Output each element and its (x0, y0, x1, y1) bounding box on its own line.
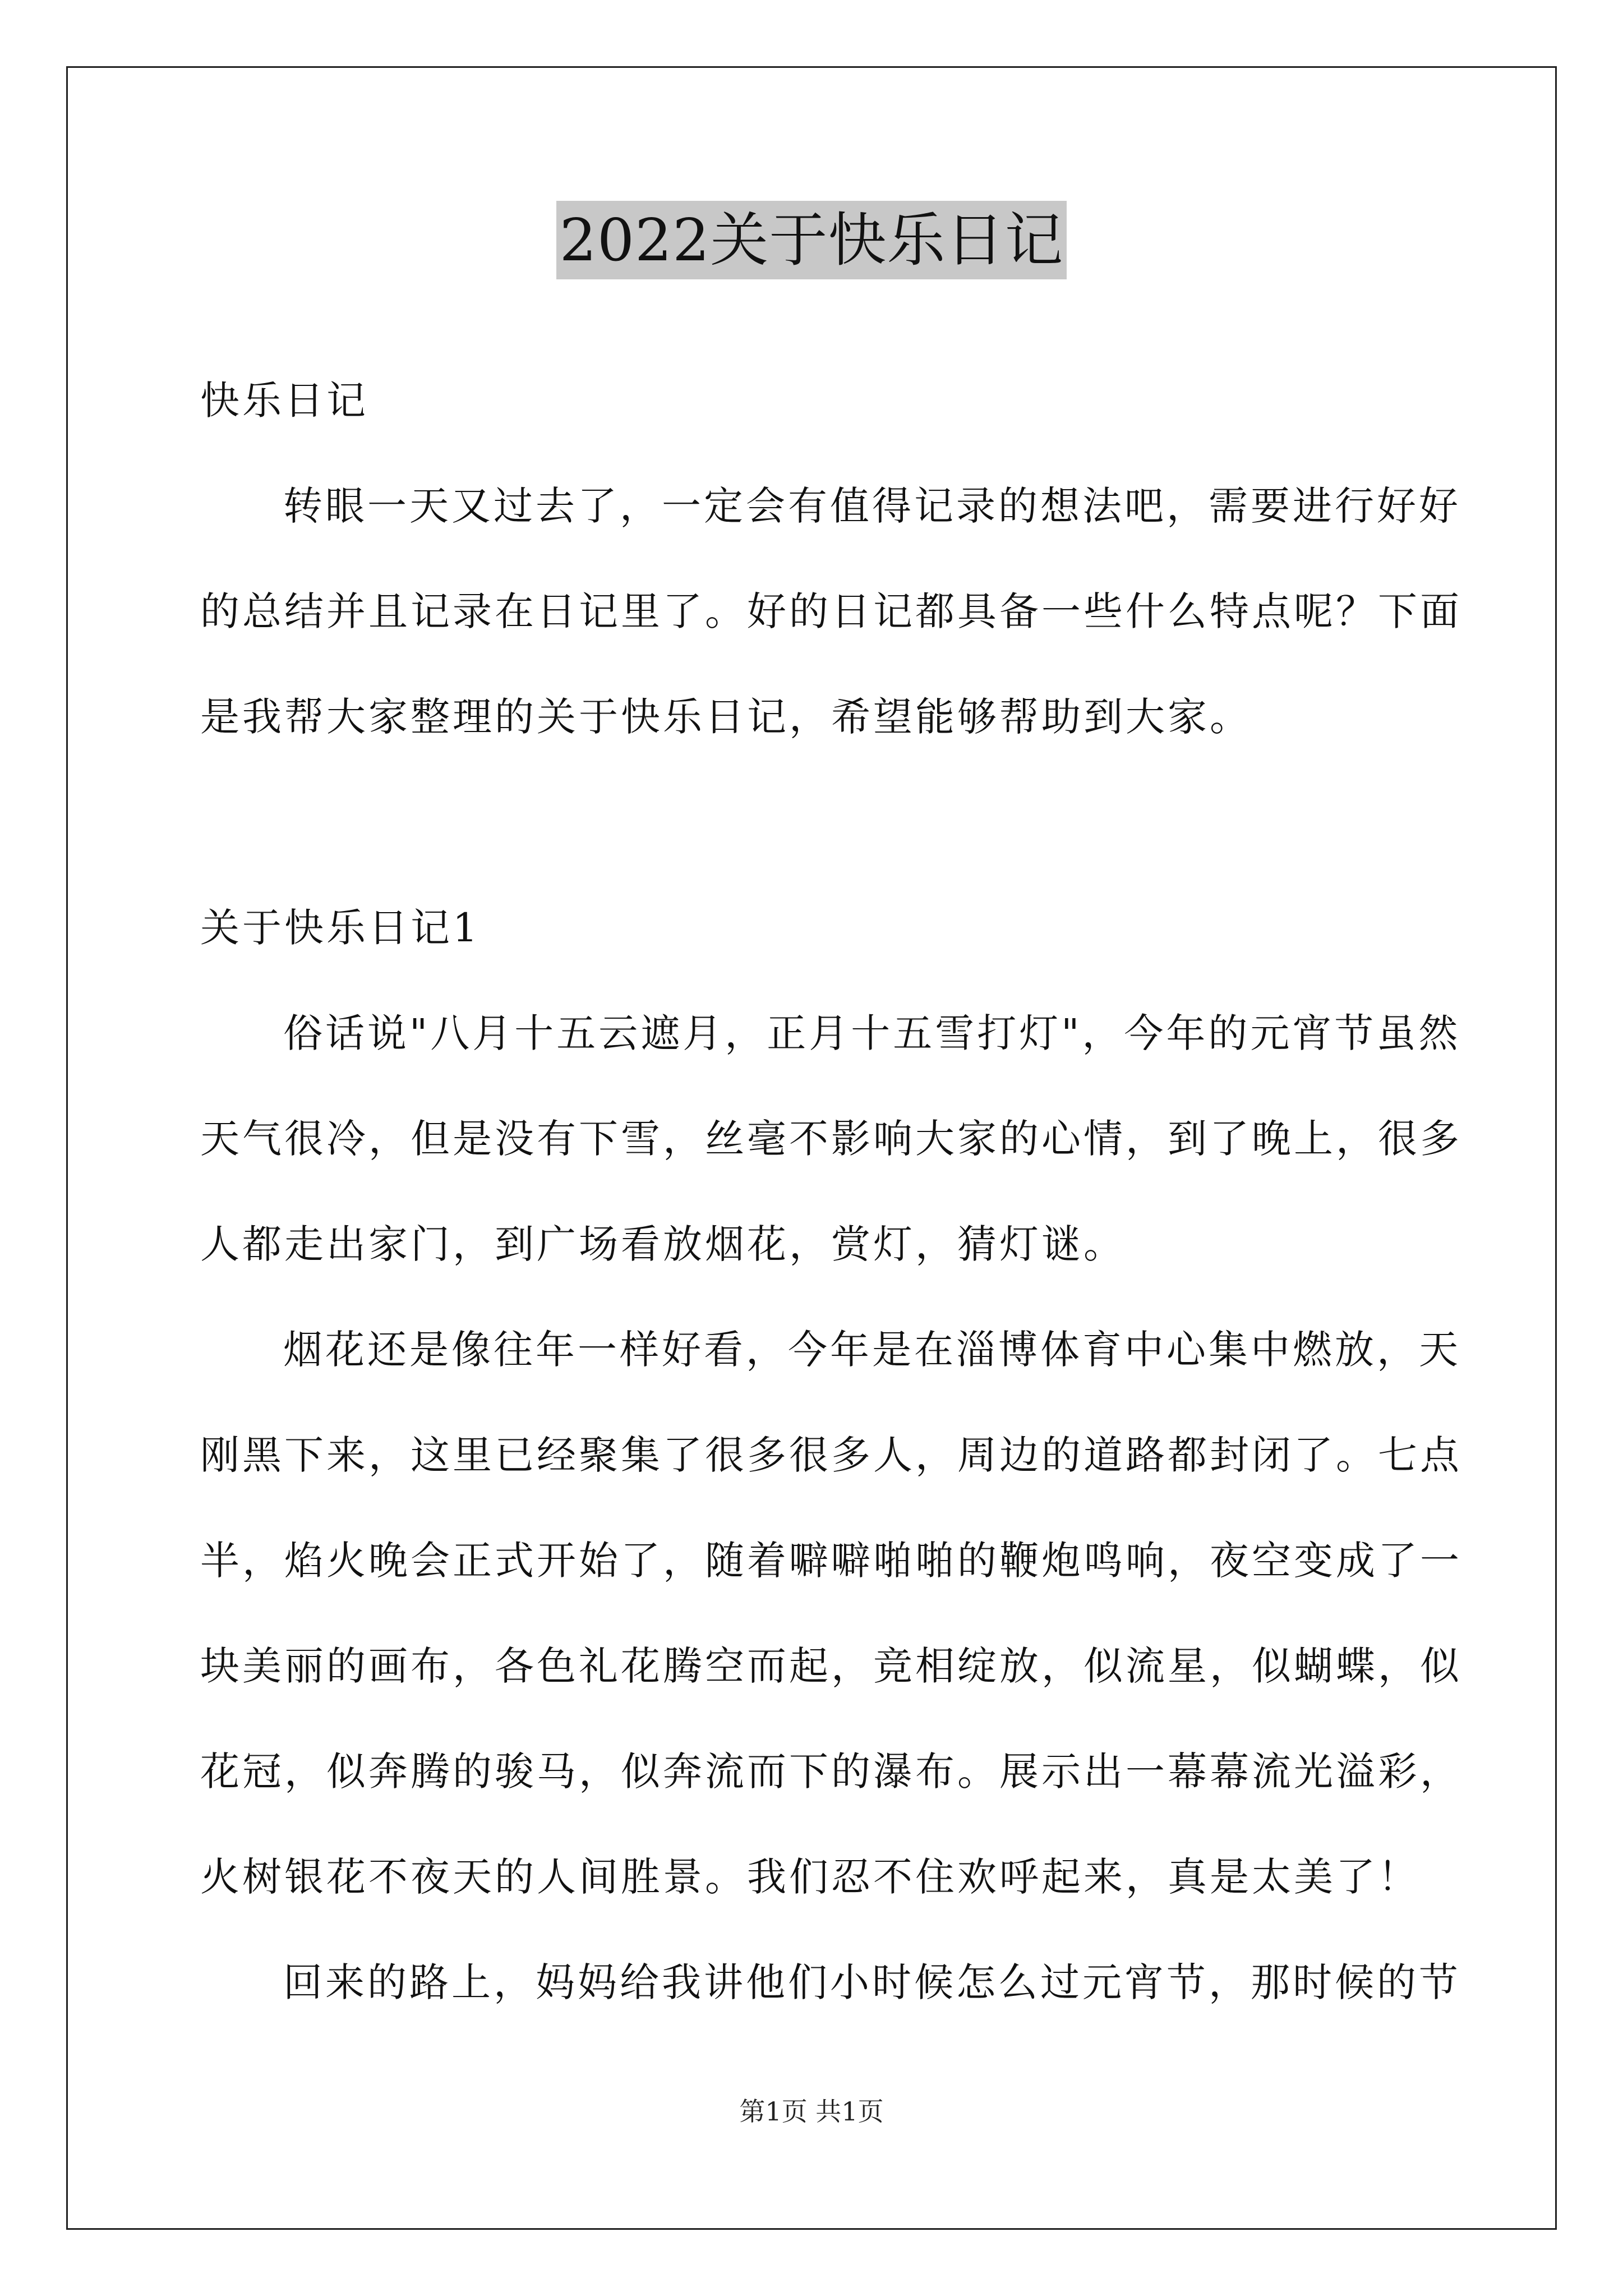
text-line: 是我帮大家整理的关于快乐日记，希望能够帮助到大家。 (200, 694, 1252, 740)
page-footer: 第1页 共1页 (739, 2096, 884, 2127)
text-line: 回来的路上，妈妈给我讲他们小时候怎么过元宵节，那时候的节 (283, 1959, 1461, 2005)
text-line: 火树银花不夜天的人间胜景。我们忍不住欢呼起来，真是太美了！ (200, 1854, 1420, 1900)
text-line: 花冠，似奔腾的骏马，似奔流而下的瀑布。展示出一幕幕流光溢彩， (200, 1749, 1462, 1795)
title-wrap (0, 201, 1623, 279)
paragraph-2 (200, 1297, 1462, 1930)
text-line: 刚黑下来，这里已经聚集了很多很多人，周边的道路都封闭了。七点 (200, 1432, 1462, 1478)
section-heading (200, 875, 1423, 981)
text-line: 人都走出家门，到广场看放烟花，赏灯，猜灯谜。 (200, 1221, 1126, 1267)
paragraph-1 (200, 981, 1462, 1297)
blank-line (200, 770, 1423, 875)
text-line: 烟花还是像往年一样好看，今年是在淄博体育中心集中燃放，天 (283, 1327, 1461, 1373)
subtitle (200, 348, 1423, 453)
text-line: 半，焰火晚会正式开始了，随着噼噼啪啪的鞭炮鸣响，夜空变成了一 (200, 1538, 1462, 1584)
text-line: 俗话说"八月十五云遮月，正月十五雪打灯"，今年的元宵节虽然 (283, 1010, 1461, 1056)
text-line: 块美丽的画布，各色礼花腾空而起，竞相绽放，似流星，似蝴蝶，似 (200, 1643, 1462, 1689)
paragraph-3 (200, 1930, 1461, 2035)
text-line: 天气很冷，但是没有下雪，丝毫不影响大家的心情，到了晚上，很多 (200, 1116, 1462, 1162)
intro-paragraph (200, 453, 1462, 770)
subtitle-text: 快乐日记 (200, 378, 368, 424)
section-heading-text: 关于快乐日记1 (200, 905, 481, 951)
text-line: 转眼一天又过去了，一定会有值得记录的想法吧，需要进行好好 (283, 483, 1461, 529)
document-body (200, 348, 1462, 2035)
document-title: 2022关于快乐日记 (556, 201, 1067, 279)
text-line: 的总结并且记录在日记里了。好的日记都具备一些什么特点呢？下面 (200, 588, 1462, 634)
